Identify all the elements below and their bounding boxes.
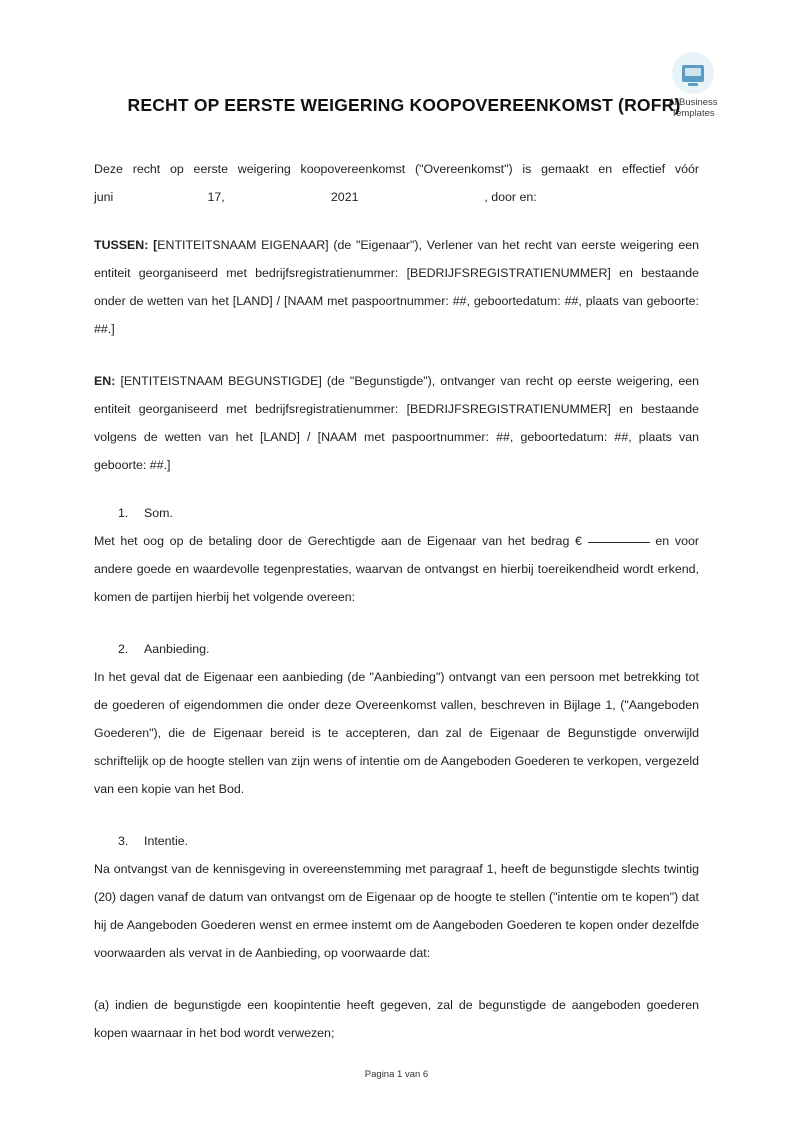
amount-blank-field[interactable] <box>588 542 650 543</box>
party-beneficiary-text: [ENTITEISTNAAM BEGUNSTIGDE] (de "Begunstigde"), ontvanger van recht op eerste weigering, een entiteit georganiseerd met bedrijfsregistratienummer: [BEDRIJFSREGISTRATIENUMMER] en bestaande volgens de wetten van het [LAND] / [NAAM met paspoortnummer: ##, geboortedatum: ##, plaats van geboorte: ##.] <box>94 374 699 472</box>
intro-text-after: , door en: <box>484 190 537 204</box>
intro-paragraph <box>94 155 699 211</box>
monitor-icon-shape <box>682 65 704 82</box>
intro-text-before: Deze recht op eerste weigering koopovereenkomst ("Overeenkomst") is gemaakt en effectief vóór <box>94 162 699 176</box>
section-1-heading <box>94 499 699 527</box>
section-1-body-after: en voor andere goede en waardevolle tegenprestaties, waarvan de ontvangst en hierbij toereikendheid wordt erkend, komen de partijen hierbij het volgende overeen: <box>94 534 699 604</box>
brand-name-line2: Templates <box>671 108 715 119</box>
party-owner-text: ENTITEITSNAAM EIGENAAR] (de "Eigenaar"), Verlener van het recht van eerste weigering een entiteit georganiseerd met bedrijfsregistratienummer: [BEDRIJFSREGISTRATIENUMMER] en bestaande onder de wetten van het [LAND] / [NAAM met paspoortnummer: ##, geboortedatum: ##, plaats van geboorte: ##.] <box>94 238 699 336</box>
section-1-body-before: Met het oog op de betaling door de Gerechtigde aan de Eigenaar van het bedrag € <box>94 534 582 548</box>
intro-month: juni <box>94 190 114 204</box>
section-1-number: 1. <box>118 506 129 520</box>
clause-a: (a) indien de begunstigde een koopintentie heeft gegeven, zal de begunstigde de aangeboden goederen kopen waarnaar in het bod wordt verwezen; <box>94 998 699 1040</box>
party-owner-label: TUSSEN: [ <box>94 238 158 252</box>
section-2-title: Aanbieding. <box>144 642 210 656</box>
page-footer: Pagina 1 van 6 <box>364 1069 429 1080</box>
brand-name-line1: AllBusiness <box>668 97 718 108</box>
document-body <box>94 155 699 1047</box>
section-2-heading <box>94 635 699 663</box>
section-3-heading <box>94 827 699 855</box>
section-2-body: In het geval dat de Eigenaar een aanbieding (de "Aanbieding") ontvangt van een persoon met betrekking tot de goederen of eigendommen die onder deze Overeenkomst vallen, beschreven in Bijlage 1, ("Aangeboden Goederen"), die de Eigenaar bereid is te accepteren, dan zal de Eigenaar de Begunstigde onverwijld schriftelijk op de hoogte stellen van zijn wens of intentie om de Aangeboden Goederen te verkopen, vergezeld van een kopie van het Bod. <box>94 670 699 796</box>
section-2-number: 2. <box>118 642 129 656</box>
section-1-body <box>94 527 699 611</box>
section-1-title: Som. <box>144 506 173 520</box>
party-owner-paragraph <box>94 231 699 343</box>
section-3-number: 3. <box>118 834 129 848</box>
page-title: RECHT OP EERSTE WEIGERING KOOPOVEREENKOMST (ROFR) <box>127 95 681 115</box>
party-beneficiary-paragraph <box>94 367 699 479</box>
section-3-title: Intentie. <box>144 834 189 848</box>
intro-day: 17, <box>207 190 225 204</box>
intro-year: 2021 <box>330 190 359 204</box>
section-3-body: Na ontvangst van de kennisgeving in overeenstemming met paragraaf 1, heeft de begunstigde slechts twintig (20) dagen vanaf de datum van ontvangst om de Eigenaar op de hoogte te stellen ("intentie om te kopen") dat hij de Aangeboden Goederen wenst en ermee instemt om de Aangeboden Goederen te kopen onder dezelfde voorwaarden als vervat in de Aanbieding, op voorwaarde dat: <box>94 862 699 960</box>
monitor-icon <box>672 52 714 94</box>
party-beneficiary-label: EN: <box>94 374 116 388</box>
